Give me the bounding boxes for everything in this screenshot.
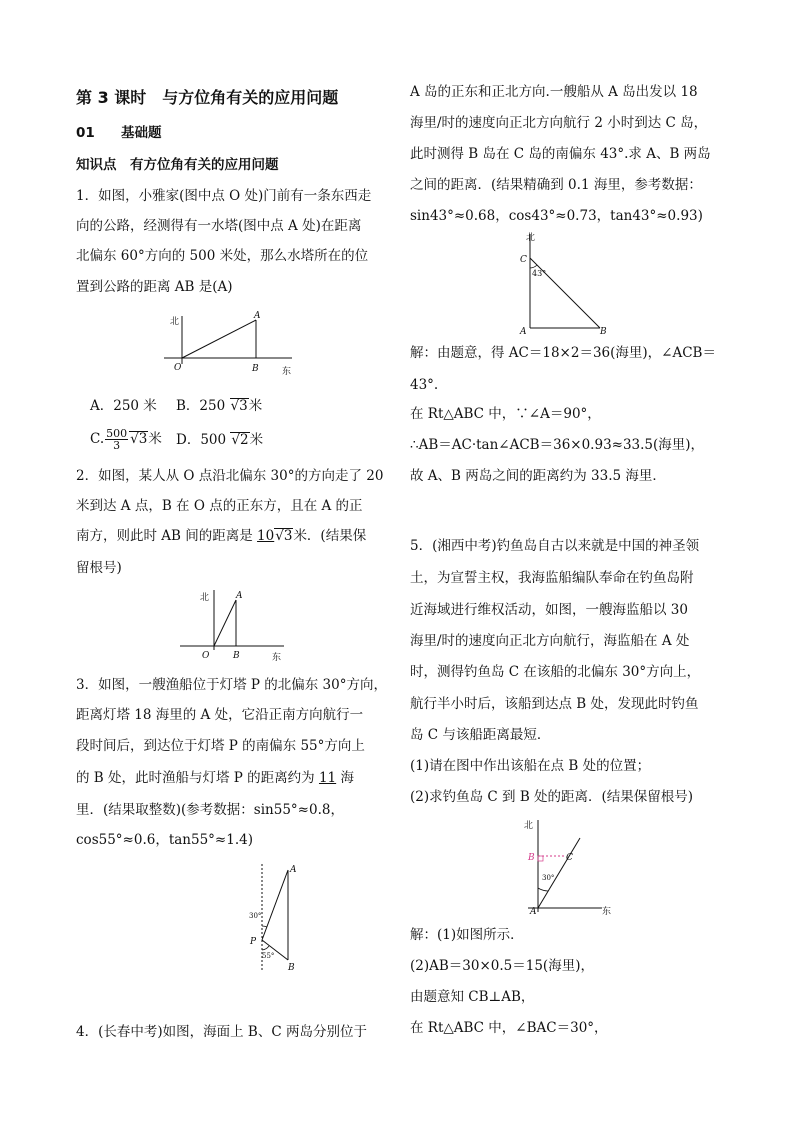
q5-line-1: 5．(湘西中考)钓鱼岛自古以来就是中国的神圣领 [410, 538, 700, 554]
q3-line-PA [262, 870, 288, 940]
q5-part-2: (2)求钓鱼岛 C 到 B 处的距离．(结果保留根号) [410, 789, 694, 805]
q4-north-label: 北 [526, 233, 536, 243]
q3-label-B: B [288, 963, 295, 973]
q2-label-O: O [202, 651, 210, 661]
q2-answer: 10√3 [257, 528, 293, 544]
q4-line-2: A 岛的正东和正北方向.一艘船从 A 岛出发以 18 [410, 84, 698, 100]
q3-label-A: A [290, 865, 297, 875]
q3-figure [242, 860, 312, 974]
q5-line-5: 时，测得钓鱼岛 C 在该船的北偏东 30°方向上， [410, 664, 701, 680]
q3-angle-55: 55° [262, 952, 275, 960]
q1-line-1: 1．如图，小雅家(图中点 O 处)门前有一条东西走 [76, 188, 372, 204]
q5-line-2: 土，为宣誓主权，我海监船编队奉命在钓鱼岛附 [410, 570, 694, 586]
q4-line-3: 海里/时的速度向正北方向航行 2 小时到达 C 岛， [410, 115, 708, 131]
q1-line-2: 向的公路，经测得有一水塔(图中点 A 处)在距离 [76, 218, 362, 234]
q1-option-b: B．250 √3米 [176, 398, 263, 414]
q2-label-A: A [236, 591, 243, 601]
q4-line-5: 之间的距离．(结果精确到 0.1 海里，参考数据： [410, 177, 702, 193]
q3-angle-30: 30° [249, 912, 262, 920]
q4-solution-3: 在 Rt△ABC 中，∵∠A＝90°， [410, 406, 601, 422]
q5-label-A: A [530, 907, 537, 916]
q4-line-6: sin43°≈0.68，cos43°≈0.73，tan43°≈0.93) [410, 208, 703, 224]
q5-solution-1: 解：(1)如图所示． [410, 927, 524, 943]
q2-label-B: B [233, 651, 240, 661]
q5-solution-4: 在 Rt△ABC 中，∠BAC＝30°， [410, 1020, 608, 1036]
q4-line-4: 此时测得 B 岛在 C 岛的南偏东 43°.求 A、B 两岛 [410, 146, 711, 162]
q1-label-O: O [174, 363, 182, 373]
lesson-title: 第 3 课时 与方位角有关的应用问题 [76, 88, 339, 107]
q5-solution-2: (2)AB＝30×0.5＝15(海里)， [410, 958, 594, 974]
q4-angle-43: 43° [532, 269, 547, 278]
section-number: 01 [76, 125, 95, 141]
q5-angle-30: 30° [542, 874, 555, 882]
q2-line-1: 2．如图，某人从 O 点沿北偏东 30°的方向走了 20 [76, 468, 384, 484]
q1-label-B: B [252, 364, 259, 374]
q4-label-C: C [520, 255, 527, 265]
q5-line-AC [538, 838, 580, 908]
q5-part-1: (1)请在图中作出该船在点 B 处的位置； [410, 758, 651, 774]
q2-line-OA [214, 600, 236, 646]
q4-solution-1: 解：由题意，得 AC＝18×2＝36(海里)，∠ACB＝ [410, 345, 716, 361]
q4-label-B: B [600, 327, 607, 337]
q1-label-A: A [254, 311, 261, 321]
q1-east-label: 东 [282, 367, 292, 377]
q5-line-6: 航行半小时后，该船到达点 B 处，发现此时钓鱼 [410, 696, 699, 712]
q5-line-7: 岛 C 与该船距离最短． [410, 727, 551, 743]
q3-line-2: 距离灯塔 18 海里的 A 处，它沿正南方向航行一 [76, 707, 364, 723]
q3-line-5: 里．(结果取整数)(参考数据：sin55°≈0.8， [76, 802, 344, 818]
q4-solution-4: ∴AB＝AC·tan∠ACB＝36×0.93≈33.5(海里)， [410, 437, 705, 453]
q4-label-A: A [520, 327, 527, 337]
q5-east-label: 东 [602, 907, 612, 916]
q5-line-4: 海里/时的速度向正北方向航行，海监船在 A 处 [410, 633, 690, 649]
q4-solution-5: 故 A、B 两岛之间的距离约为 33.5 海里． [410, 468, 666, 484]
q3-answer: 11 [318, 770, 337, 786]
q2-line-2: 米到达 A 点，B 在 O 点的正东方，且在 A 的正 [76, 498, 363, 514]
q5-line-3: 近海域进行维权活动，如图，一艘海监船以 30 [410, 602, 688, 618]
q4-solution-2: 43°. [410, 377, 439, 393]
q3-label-P: P [250, 937, 257, 947]
q2-east-label: 东 [272, 653, 282, 663]
q1-line-4: 置到公路的距离 AB 是(A) [76, 279, 233, 295]
q1-option-d: D．500 √2米 [176, 432, 264, 448]
q5-label-B: B [528, 853, 535, 863]
q3-line-6: cos55°≈0.6，tan55°≈1.4) [76, 832, 253, 848]
q2-north-label: 北 [200, 593, 210, 603]
q5-figure [514, 816, 624, 916]
q2-line-4: 留根号) [76, 560, 122, 576]
q4-line-1: 4．(长春中考)如图，海面上 B、C 两岛分别位于 [76, 1024, 367, 1040]
q5-solution-3: 由题意知 CB⊥AB， [410, 989, 535, 1005]
q3-line-4: 的 B 处，此时渔船与灯塔 P 的距离约为 11 海 [76, 770, 354, 786]
q1-option-c: C. $\frac{500}{3}$ √3米 [90, 427, 162, 452]
q2-line-3: 南方，则此时 AB 间的距离是 10√3米．(结果保 [76, 528, 367, 544]
knowledge-point: 知识点 有方位角有关的应用问题 [76, 157, 279, 173]
q4-figure [516, 230, 626, 340]
q5-right-angle-mark [538, 856, 543, 861]
q3-line-1: 3．如图，一艘渔船位于灯塔 P 的北偏东 30°方向， [76, 677, 387, 693]
q3-line-3: 段时间后，到达位于灯塔 P 的南偏东 55°方向上 [76, 738, 365, 754]
q1-north-label: 北 [170, 317, 180, 327]
q5-north-label: 北 [524, 821, 534, 831]
q1-line-OA [182, 320, 256, 358]
q2-figure [180, 586, 290, 666]
section-name: 基础题 [121, 125, 162, 141]
q1-option-a: A．250 米 [90, 398, 157, 414]
q5-label-C: C [566, 853, 573, 863]
q1-line-3: 北偏东 60°方向的 500 米处，那么水塔所在的位 [76, 248, 369, 264]
q1-figure [164, 308, 294, 380]
